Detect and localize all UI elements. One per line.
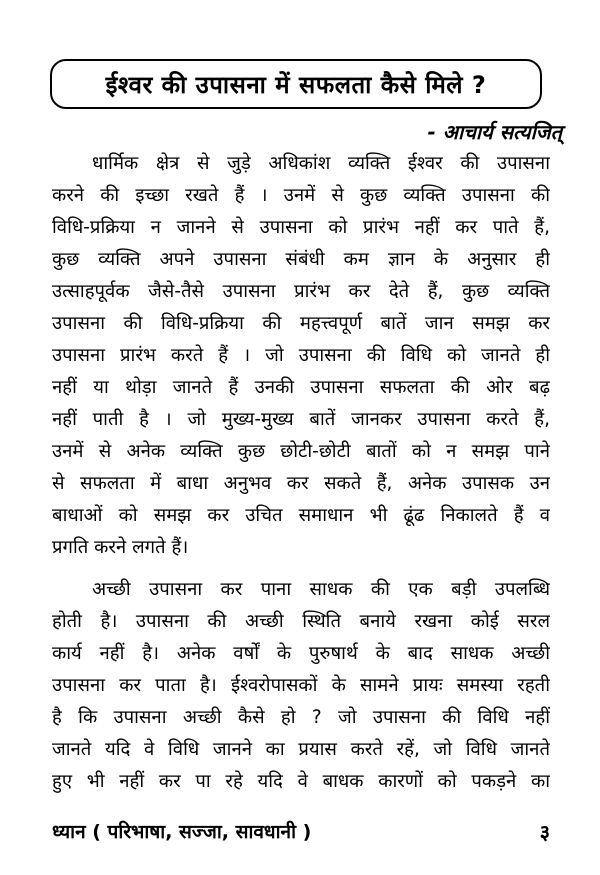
text-line: कार्य नहीं है। अनेक वर्षों के पुरुषार्थ के बाद साधक अच्छी [52, 643, 550, 664]
text-line: अच्छी उपासना कर पाना साधक की एक बड़ी उपलब्धि [92, 579, 550, 600]
text-line: बाधाओं को समझ कर उचित समाधान भी ढूंढ निकालते हैं व [52, 505, 550, 526]
page-number: ३ [539, 820, 550, 844]
text-line: प्रगति करने लगते हैं। [52, 537, 189, 558]
text-line: हुए भी नहीं कर पा रहे यदि वे बाधक कारणों को पकड़ने का [52, 771, 550, 792]
text-line: होती है। उपासना की अच्छी स्थिति बनाये रखना कोई सरल [52, 611, 550, 632]
text-line: धार्मिक क्षेत्र से जुड़े अधिकांश व्यक्ति ईश्वर की उपासना [92, 153, 550, 174]
book-title-footer: ध्यान ( परिभाषा, सज्जा, सावधानी ) [52, 821, 312, 843]
paragraph-2 [52, 574, 550, 798]
text-line: नहीं या थोड़ा जानते हैं उनकी उपासना सफलता की ओर बढ़ [52, 377, 550, 398]
text-line: विधि-प्रक्रिया न जानने से उपासना को प्रारंभ नहीं कर पाते हैं, [52, 217, 550, 238]
page-title: ईश्वर की उपासना में सफलता कैसे मिले ? [105, 70, 487, 99]
text-line: से सफलता में बाधा अनुभव कर सकते हैं, अनेक उपासक उन [52, 473, 550, 494]
text-line: उत्साहपूर्वक जैसे-तैसे उपासना प्रारंभ कर देते हैं, कुछ व्यक्ति [52, 281, 550, 302]
text-line: उपासना की विधि-प्रक्रिया की महत्त्वपूर्ण बातें जान समझ कर [52, 313, 550, 334]
text-line: कुछ व्यक्ति अपने उपासना संबंधी कम ज्ञान के अनुसार ही [52, 249, 550, 270]
text-line: नहीं पाती है । जो मुख्य-मुख्य बातें जानकर उपासना करते हैं, [52, 409, 550, 430]
author-name: - आचार्य सत्यजित् [427, 120, 562, 144]
text-line: करने की इच्छा रखते हैं । उनमें से कुछ व्यक्ति उपासना की [52, 185, 550, 206]
title-box [50, 59, 542, 109]
text-line: जानते यदि वे विधि जानने का प्रयास करते रहें, जो विधि जानते [52, 739, 550, 760]
text-line: उपासना कर पाता है। ईश्वरोपासकों के सामने प्रायः समस्या रहती [52, 675, 550, 696]
text-line: उपासना प्रारंभ करते हैं । जो उपासना की विधि को जानते ही [52, 345, 550, 366]
paragraph-1 [52, 148, 550, 564]
text-line: है कि उपासना अच्छी कैसे हो ? जो उपासना की विधि नहीं [52, 707, 550, 728]
text-line: उनमें से अनेक व्यक्ति कुछ छोटी-छोटी बातों को न समझ पाने [52, 441, 550, 462]
